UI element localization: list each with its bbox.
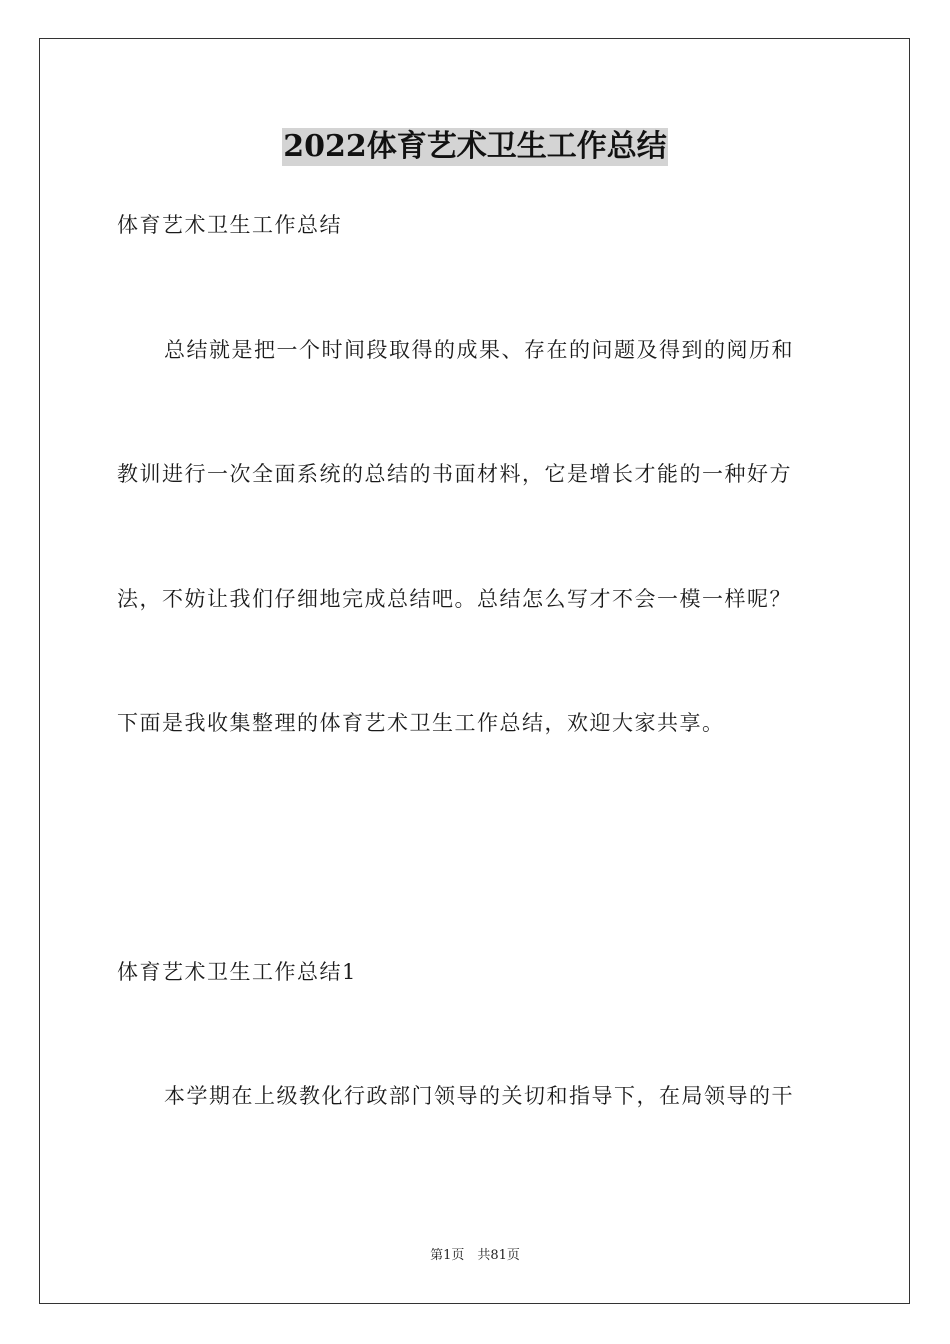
intro-line-4: 下面是我收集整理的体育艺术卫生工作总结，欢迎大家共享。 [117,711,725,735]
intro-line-2: 教训进行一次全面系统的总结的书面材料，它是增长才能的一种好方 [117,462,792,486]
body-line-1: 本学期在上级教化行政部门领导的关切和指导下，在局领导的干 [164,1084,794,1108]
page-number-footer: 第1页 共81页 [430,1248,520,1263]
title-container [0,128,950,166]
intro-line-3: 法，不妨让我们仔细地完成总结吧。总结怎么写才不会一模一样呢？ [117,587,792,611]
section-heading: 体育艺术卫生工作总结1 [117,960,357,984]
intro-line-1: 总结就是把一个时间段取得的成果、存在的问题及得到的阅历和 [164,338,794,362]
document-title: 2022体育艺术卫生工作总结 [283,129,667,164]
document-subtitle: 体育艺术卫生工作总结 [117,213,342,237]
